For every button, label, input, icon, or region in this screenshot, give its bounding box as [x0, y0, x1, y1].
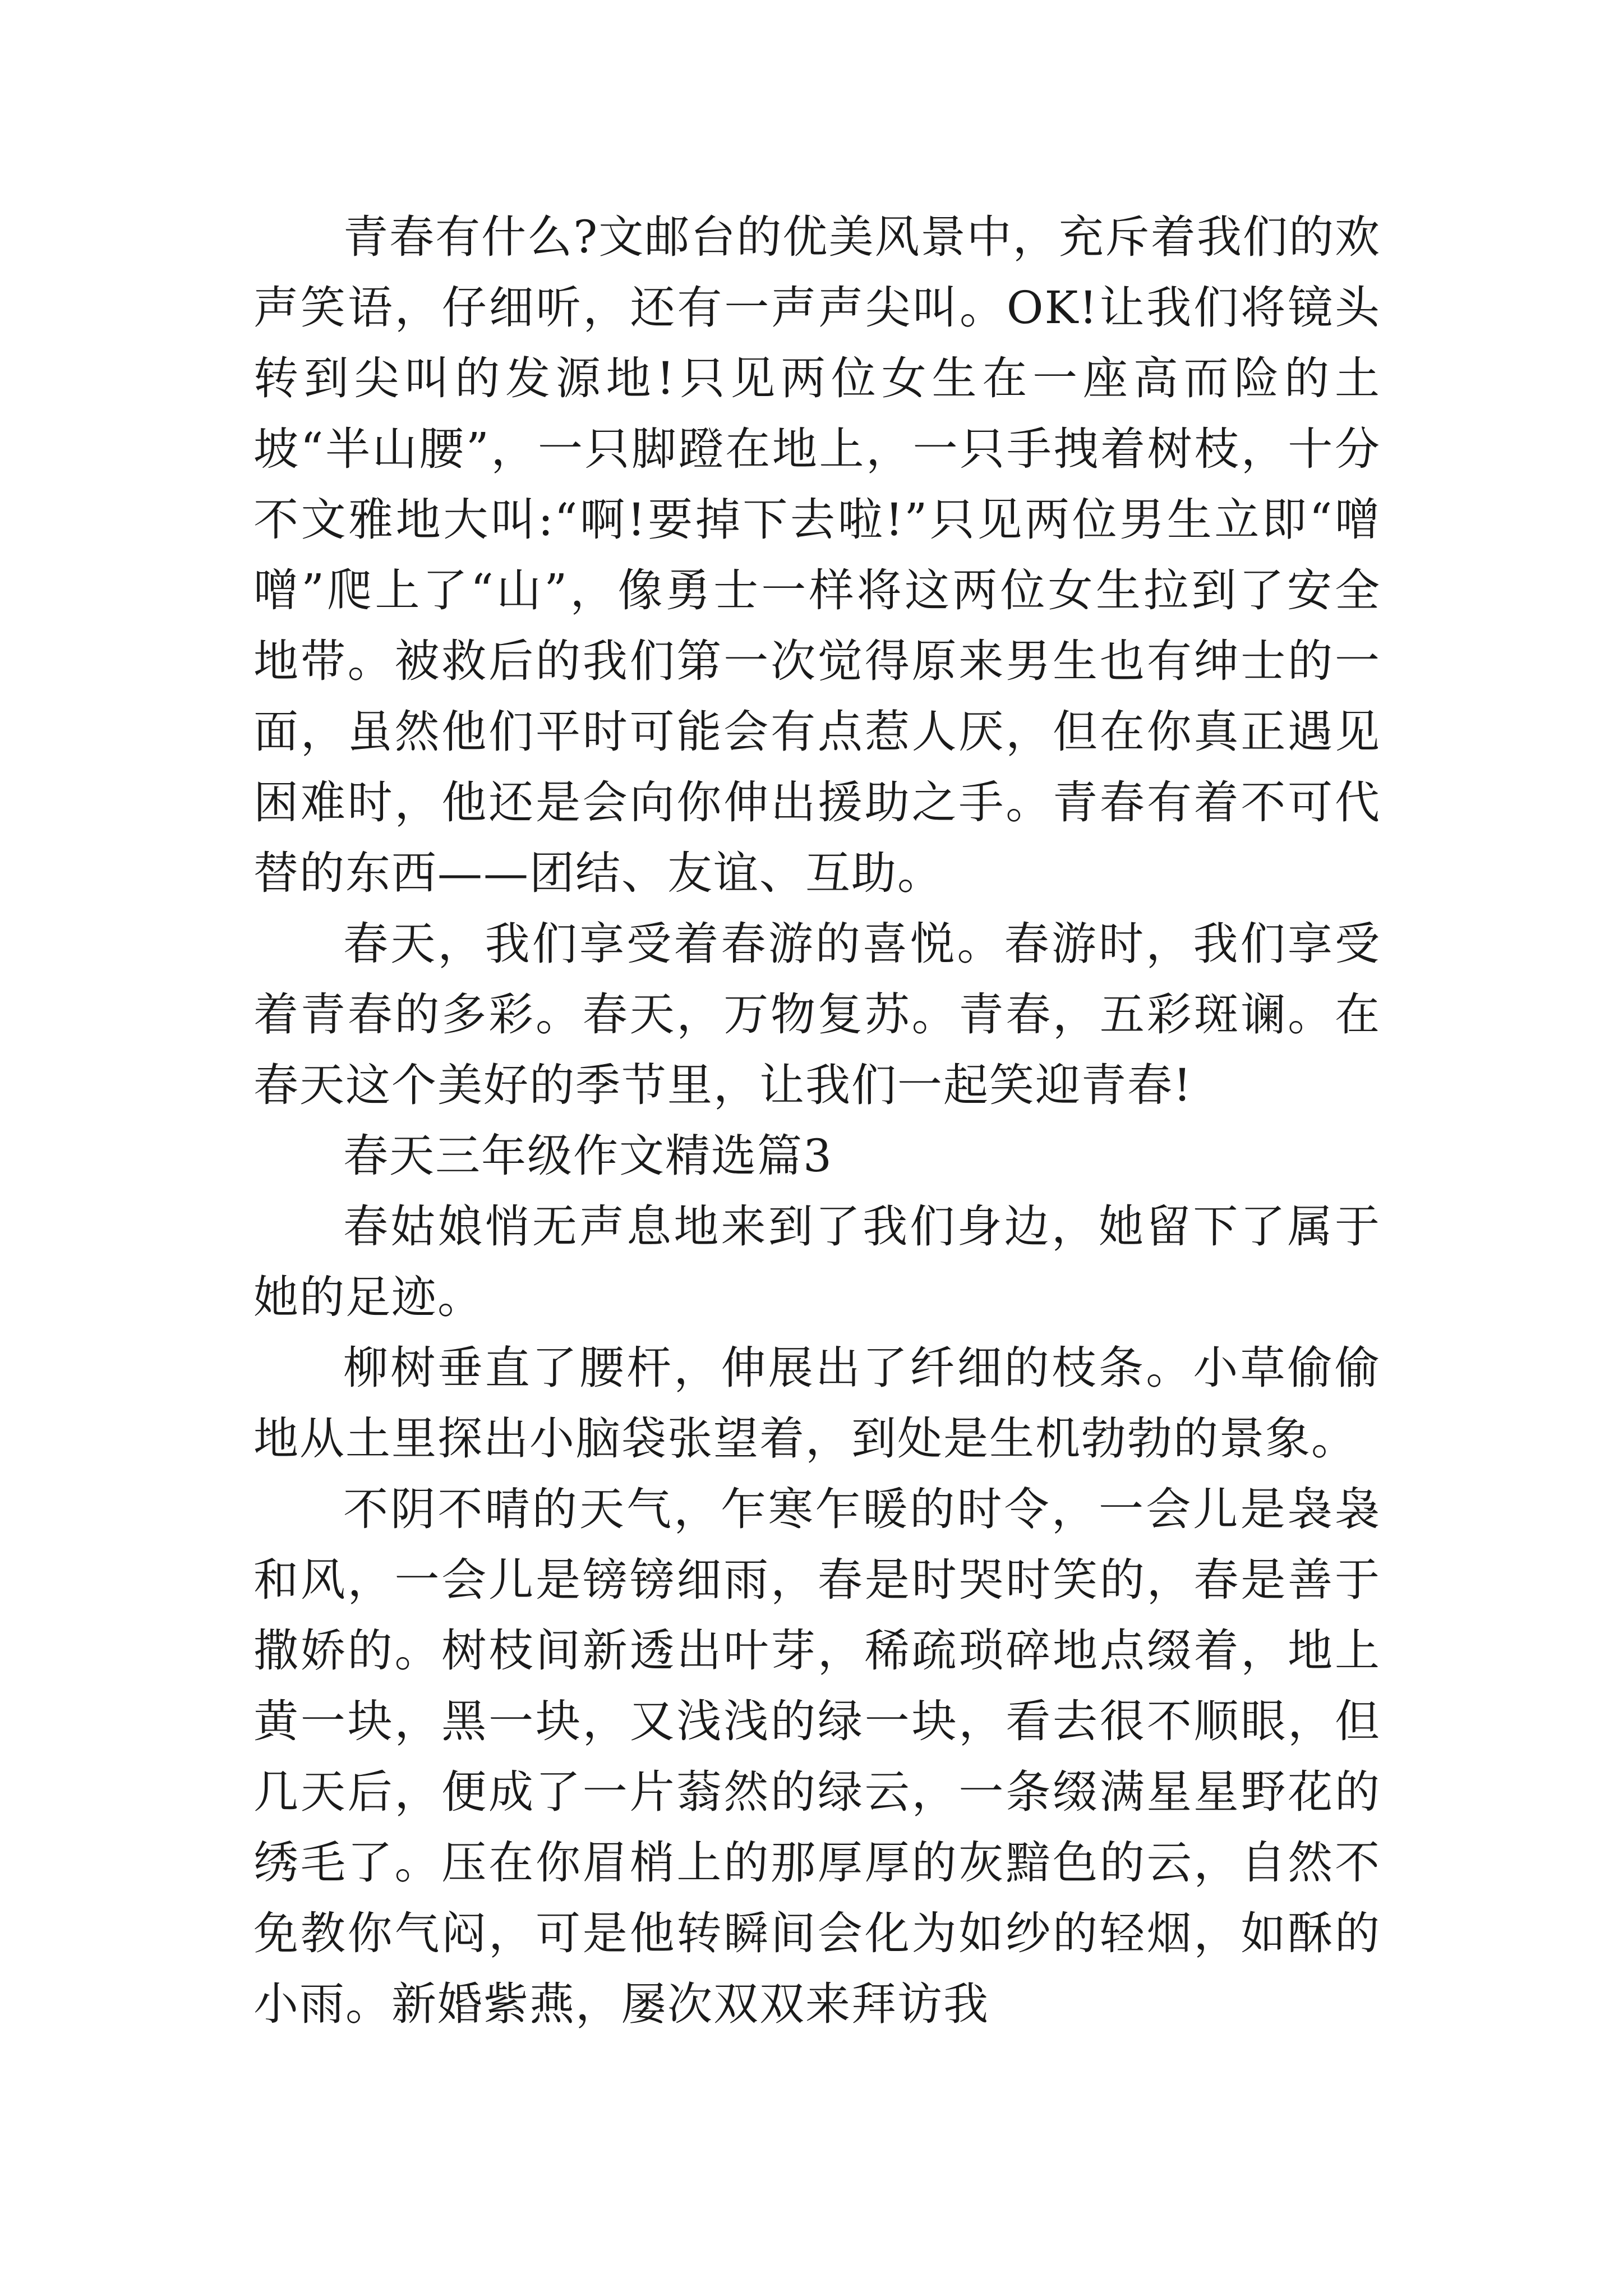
paragraph-spring-arrives: 春姑娘悄无声息地来到了我们身边，她留下了属于她的足迹。: [253, 1200, 1381, 1323]
section-heading: 春天三年级作文精选篇3: [343, 1130, 833, 1182]
document-body: [253, 202, 1381, 2040]
paragraph-spring-weather: 不阴不晴的天气，乍寒乍暖的时令，一会儿是袅袅和风，一会儿是镑镑细雨，春是时哭时笑的，春是善于撒娇的。树枝间新透出叶芽，稀疏琐碎地点缀着，地上黄一块，黑一块，又浅浅的绿一块，看去很不顺眼，但几天后，便成了一片蓊然的绿云，一条缀满星星野花的绣毛了。压在你眉梢上的那厚厚的灰黯色的云，自然不免教你气闷，可是他转瞬间会化为如纱的轻烟，如酥的小雨。新婚紫燕，屡次双双来拜访我: [253, 1483, 1381, 2030]
paragraph-youth-outing: 青春有什么?文邮台的优美风景中，充斥着我们的欢声笑语，仔细听，还有一声声尖叫。OK!让我们将镜头转到尖叫的发源地!只见两位女生在一座高而险的土坡“半山腰”，一只脚蹬在地上，一只手拽着树枝，十分不文雅地大叫:“啊!要掉下去啦!”只见两位男生立即“噌噌”爬上了“山”，像勇士一样将这两位女生拉到了安全地带。被救后的我们第一次觉得原来男生也有绅士的一面，虽然他们平时可能会有点惹人厌，但在你真正遇见困难时，他还是会向你伸出援助之手。青春有着不可代替的东西——团结、友谊、互助。: [253, 211, 1381, 899]
paragraph-willow-grass: 柳树垂直了腰杆，伸展出了纤细的枝条。小草偷偷地从土里探出小脑袋张望着，到处是生机勃勃的景象。: [253, 1342, 1381, 1465]
paragraph-spring-joy: 春天，我们享受着春游的喜悦。春游时，我们享受着青春的多彩。春天，万物复苏。青春，五彩斑谰。在春天这个美好的季节里，让我们一起笑迎青春!: [253, 918, 1381, 1111]
